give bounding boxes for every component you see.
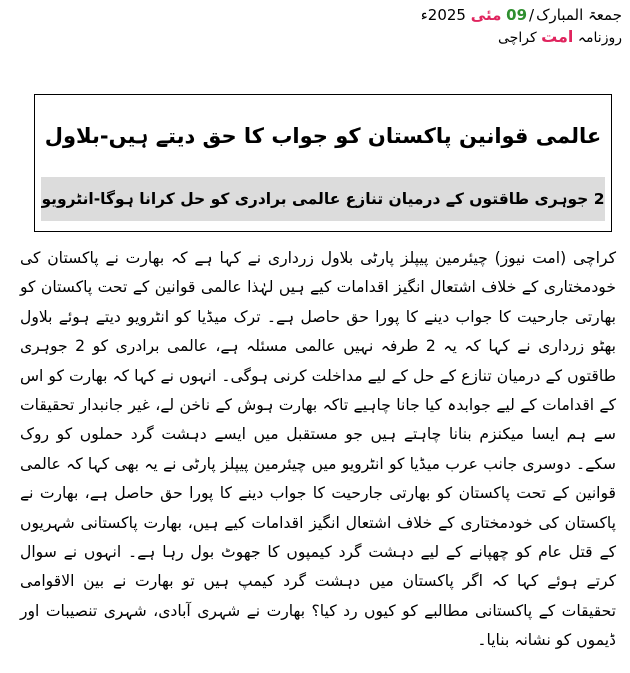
year: 2025ء [420,6,466,24]
city: کراچی [498,30,537,46]
paper-name: امت [541,27,574,46]
date-line: جمعۃ المبارک/09 مئی 2025ء [420,6,622,24]
main-headline: عالمی قوانین پاکستان کو جواب کا حق دیتے ہیں-بلاول [44,124,602,148]
sub-headline: 2 جوہری طاقتوں کے درمیان تنازع عالمی برادری کو حل کرانا ہوگا-انٹرویو [41,177,605,221]
day-number: 09 [506,6,528,24]
headline-box [34,94,612,232]
weekday: جمعۃ المبارک [536,6,622,24]
article-body: کراچی (امت نیوز) چیئرمین پیپلز پارٹی بلاول زرداری نے کہا ہے کہ بھارت نے پاکستان کی خودمختاری کے خلاف اشتعال انگیز اقدامات کیے ہیں لہٰذا عالمی قوانین کے تحت پاکستان کو بھارتی جارحیت کا جواب دینے کا پورا حق حاصل ہے۔ ترک میڈیا کو انٹرویو دیتے ہوئے بلاول بھٹو زرداری نے کہا کہ یہ 2 طرفہ نہیں عالمی مسئلہ ہے، عالمی برادری کو 2 جوہری طاقتوں کے درمیان تنازع کے حل کے لیے مداخلت کرنی ہوگی۔ انہوں نے کہا کہ بھارت کو اس کے اقدامات کے لیے جوابدہ کیا جانا چاہیے تاکہ بھارت ہوش کے ناخن لے، غیر جانبدار تحقیقات سے ہم ایسا میکنزم بنانا چاہتے ہیں جو مستقبل میں ایسے دہشت گرد حملوں کو روک سکے۔ دوسری جانب عرب میڈیا کو انٹرویو میں چیئرمین پیپلز پارٹی نے یہ بھی کہا کہ عالمی قوانین کے تحت پاکستان کو بھارتی جارحیت کا جواب دینے کا پورا حق حاصل ہے، بھارت نے پاکستان کی خودمختاری کے خلاف اشتعال انگیز اقدامات کیے ہیں، بھارت پاکستانی شہریوں کے قتل عام کو چھپانے کے لیے دہشت گرد کیمپوں کا جھوٹ بول رہا ہے۔ انہوں نے سوال کرتے ہوئے کہا کہ اگر پاکستان میں دہشت گرد کیمپ ہیں تو بھارت نے بین الاقوامی تحقیقات کے پاکستانی مطالبے کو کیوں رد کیا؟ بھارت نے شہری آبادی، شہری تنصیبات اور ڈیموں کو نشانہ بنایا۔ [20,249,617,650]
paper-prefix: روزنامہ [577,30,622,46]
masthead [322,4,622,49]
paper-line [322,26,622,49]
month-name: مئی [470,6,502,24]
